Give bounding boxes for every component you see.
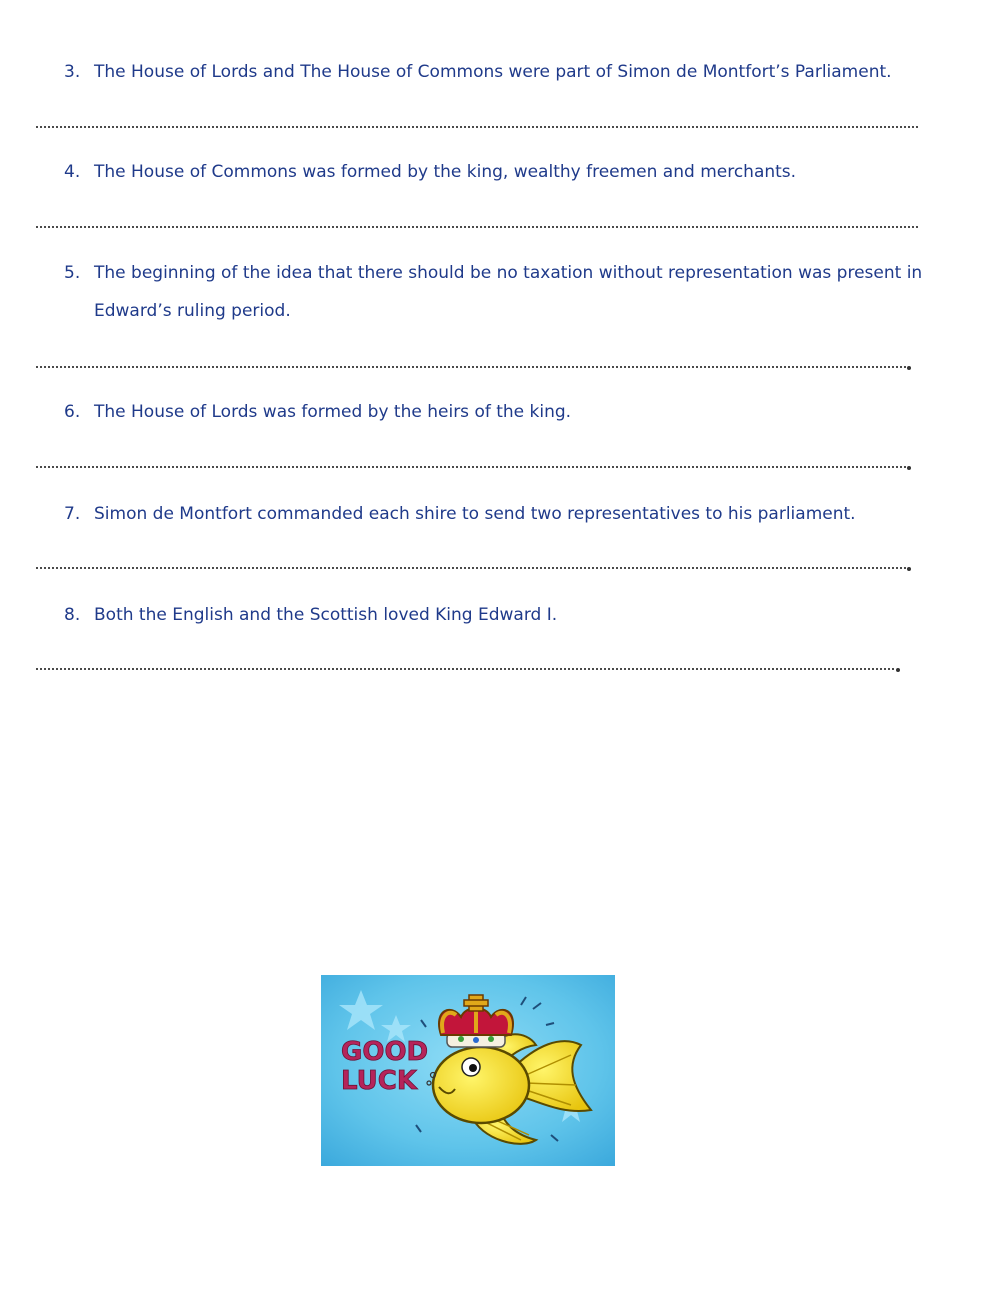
question-text: Both the English and the Scottish loved King Edward I. xyxy=(94,605,558,625)
answer-line-3[interactable] xyxy=(36,126,918,128)
question-number: 6. xyxy=(64,402,81,422)
period-mark xyxy=(907,366,911,370)
question-number: 7. xyxy=(64,504,81,524)
question-number: 8. xyxy=(64,605,81,625)
question-5 xyxy=(64,263,922,283)
question-text: The beginning of the idea that there should be no taxation without representation was present in xyxy=(94,263,923,283)
question-number: 4. xyxy=(64,162,81,182)
answer-line-6[interactable] xyxy=(36,466,906,468)
answer-line-7[interactable] xyxy=(36,567,906,569)
good-luck-image xyxy=(321,975,615,1166)
question-6 xyxy=(64,402,571,422)
good-luck-caption xyxy=(341,1037,428,1096)
question-7 xyxy=(64,504,856,524)
period-mark xyxy=(907,567,911,571)
period-mark xyxy=(907,466,911,470)
answer-line-8[interactable] xyxy=(36,668,894,670)
question-text: Simon de Montfort commanded each shire to send two representatives to his parliament. xyxy=(94,504,856,524)
question-8 xyxy=(64,605,557,625)
caption-luck: LUCK xyxy=(341,1066,417,1096)
caption-good: GOOD xyxy=(341,1037,429,1067)
question-number: 5. xyxy=(64,263,81,283)
question-3 xyxy=(64,62,892,82)
answer-line-5[interactable] xyxy=(36,366,906,368)
question-number: 3. xyxy=(64,62,81,82)
period-mark xyxy=(896,668,900,672)
question-text: The House of Lords was formed by the heirs of the king. xyxy=(94,402,572,422)
question-5-continuation: Edward’s ruling period. xyxy=(94,301,291,321)
question-4 xyxy=(64,162,796,182)
answer-line-4[interactable] xyxy=(36,226,918,228)
question-text: The House of Commons was formed by the king, wealthy freemen and merchants. xyxy=(94,162,797,182)
question-text: The House of Lords and The House of Commons were part of Simon de Montfort’s Parliament. xyxy=(94,62,892,82)
